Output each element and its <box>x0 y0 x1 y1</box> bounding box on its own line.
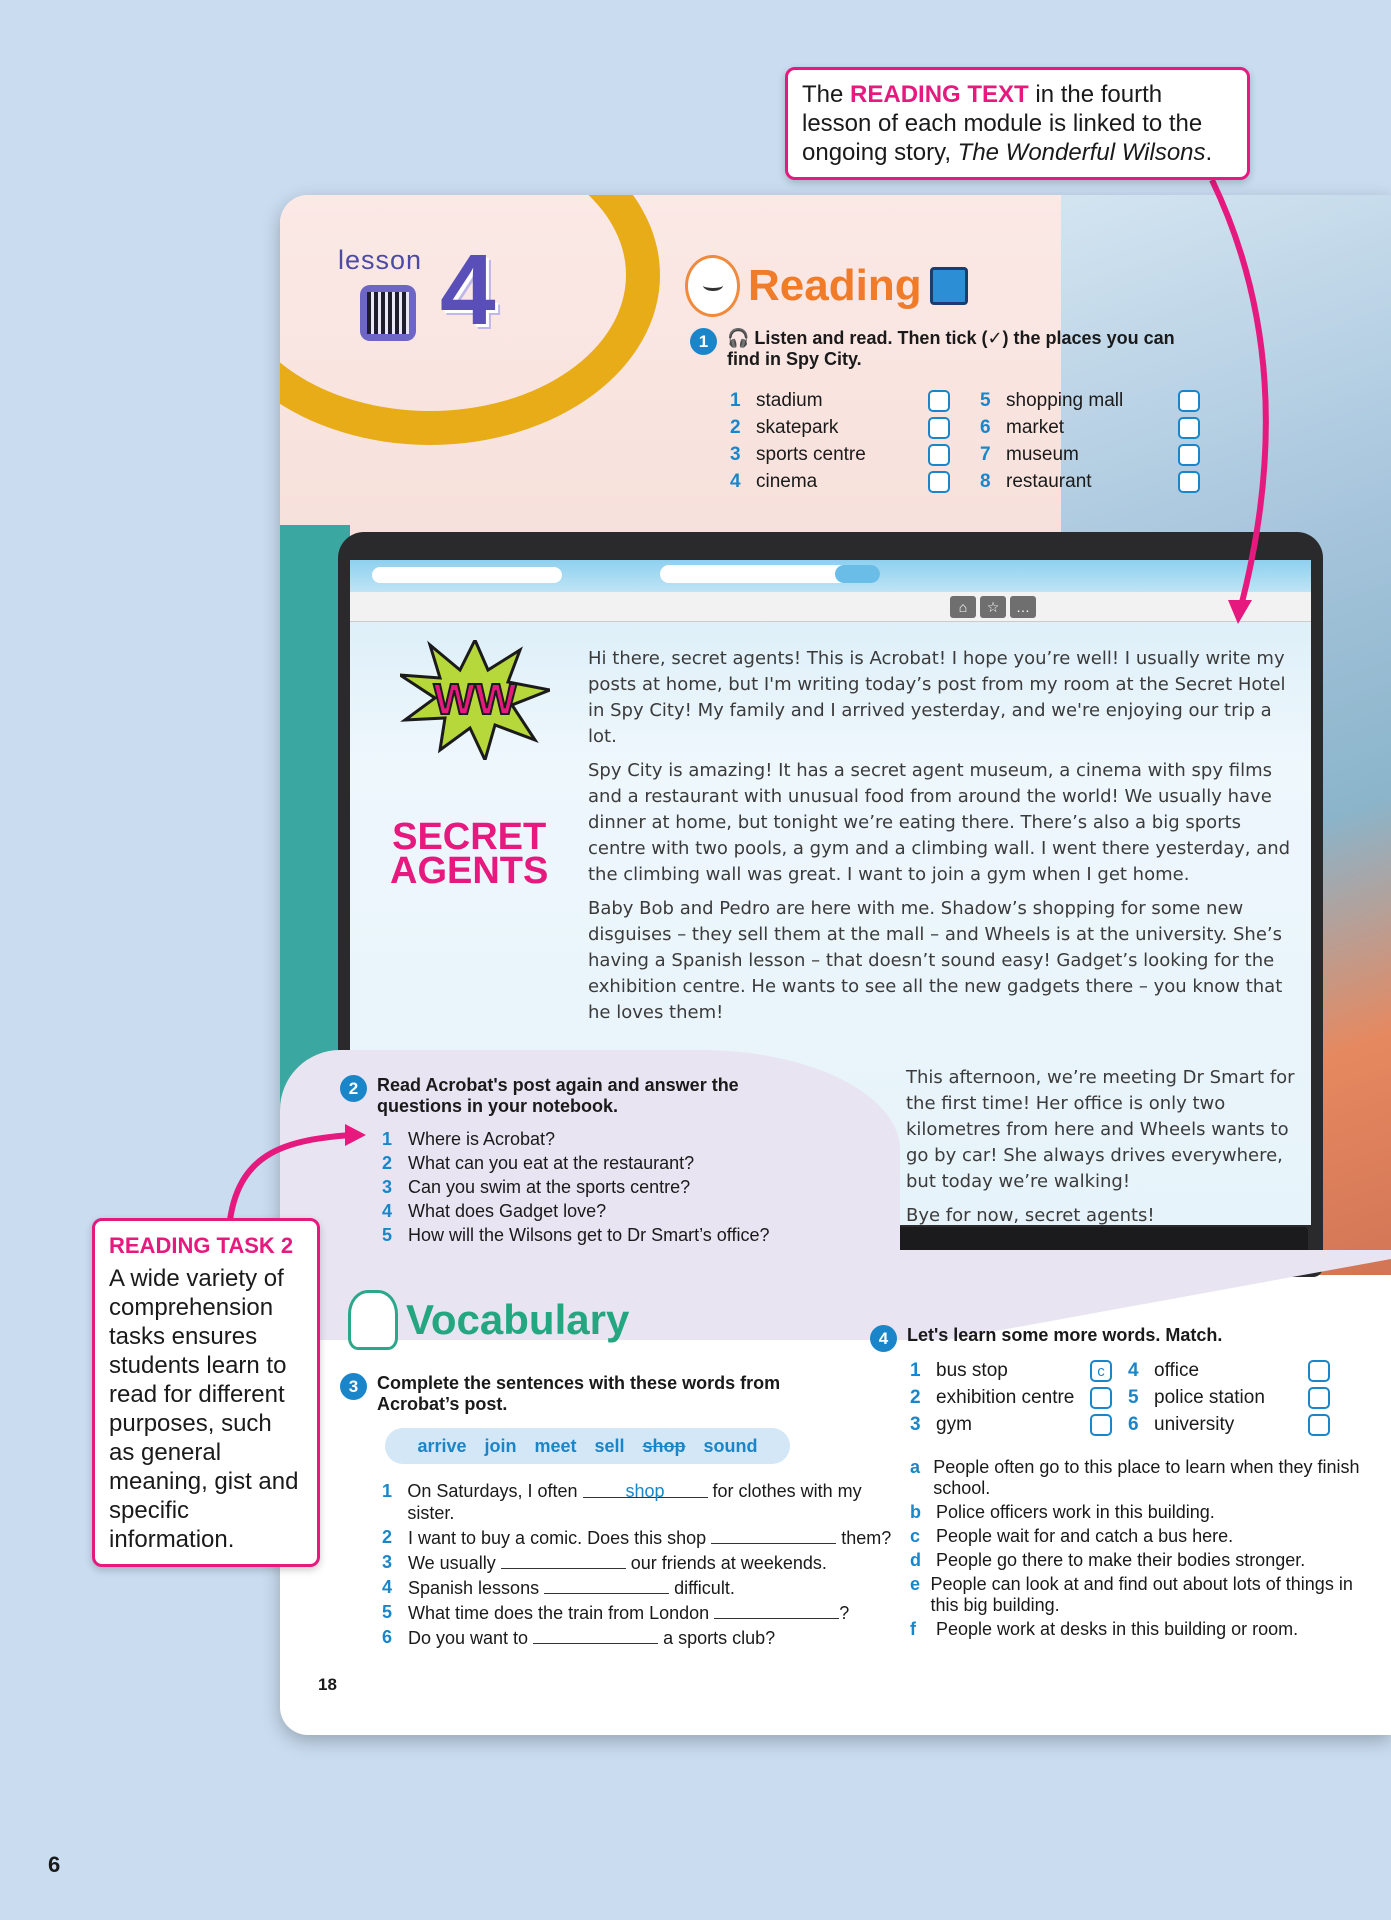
answer-blank[interactable] <box>714 1601 839 1619</box>
secret-agents-title: SECRET AGENTS <box>390 816 549 892</box>
questions-list <box>382 1127 769 1247</box>
answer-blank[interactable] <box>711 1526 836 1544</box>
list-item: 4 office <box>1128 1360 1330 1382</box>
search-button[interactable] <box>835 565 880 583</box>
list-item: 5 shopping mall <box>980 390 1200 412</box>
reading-header <box>685 255 968 317</box>
match-box[interactable] <box>1090 1387 1112 1409</box>
post-paragraph: Baby Bob and Pedro are here with me. Shadow’s shopping for some new disguises – they sell them at the mall – and Wheels is at the university. She’s having a Spanish lesson – that doesn’t sound easy! Gadget’s looking for the exhibition centre. He wants to see all the new gadgets there – you know that he loves them! <box>588 898 1283 1023</box>
chat-icon[interactable]: … <box>1010 596 1036 618</box>
list-item: 5 What time does the train from London ? <box>382 1602 850 1623</box>
mascot-icon <box>685 255 740 317</box>
task-3-instruction <box>340 1373 810 1415</box>
list-item: 6 university <box>1128 1414 1330 1436</box>
list-item: 5 How will the Wilsons get to Dr Smart’s office? <box>382 1225 770 1245</box>
definitions-list <box>910 1457 1370 1643</box>
list-item: a People often go to this place to learn when they finish school. <box>910 1457 1360 1498</box>
reading-title: Reading <box>748 261 922 310</box>
ww-logo-text: WW <box>433 675 517 724</box>
word-chip: join <box>484 1435 517 1456</box>
word-bank <box>385 1428 790 1464</box>
task-number-badge: 4 <box>870 1325 897 1352</box>
browser-toolbar <box>350 592 1311 622</box>
match-box[interactable] <box>1308 1360 1330 1382</box>
vocabulary-header <box>348 1290 629 1350</box>
profile-field[interactable] <box>372 567 562 583</box>
match-box[interactable] <box>1308 1414 1330 1436</box>
page-number: 6 <box>48 1852 61 1877</box>
task-text: 🎧 Listen and read. Then tick (✓) the places you can find in Spy City. <box>727 328 1175 369</box>
word-chip: sound <box>703 1435 758 1456</box>
reading-text-callout: The READING TEXT in the fourth lesson of each module is linked to the ongoing story, The Wonderful Wilsons. <box>785 67 1250 180</box>
list-item: d People go there to make their bodies stronger. <box>910 1550 1306 1570</box>
task-number-badge: 3 <box>340 1373 367 1400</box>
tick-box[interactable] <box>928 417 950 439</box>
word-chip-used: shop <box>642 1435 686 1456</box>
reading-task-2-callout <box>92 1218 320 1567</box>
list-item: f People work at desks in this building or room. <box>910 1619 1299 1639</box>
post-paragraph: Bye for now, secret agents! <box>906 1205 1155 1226</box>
ww-logo <box>400 640 550 760</box>
home-icon[interactable]: ⌂ <box>950 596 976 618</box>
list-item: c People wait for and catch a bus here. <box>910 1526 1234 1546</box>
task-number-badge: 2 <box>340 1075 367 1102</box>
sentences-list <box>382 1480 902 1651</box>
answer-blank[interactable] <box>544 1576 669 1594</box>
list-item: 8 restaurant <box>980 471 1200 493</box>
list-item: 3 We usually our friends at weekends. <box>382 1552 827 1573</box>
student-book-page <box>280 195 1391 1735</box>
pencil-mascot-icon <box>348 1290 398 1350</box>
list-item: e People can look at and find out about lots of things in this big building. <box>910 1574 1353 1615</box>
list-item: 6 market <box>980 417 1200 439</box>
tick-box[interactable] <box>928 444 950 466</box>
match-box[interactable]: c <box>1090 1360 1112 1382</box>
list-item: 6 Do you want to a sports club? <box>382 1627 776 1648</box>
task-text: Read Acrobat's post again and answer the questions in your notebook. <box>377 1075 739 1116</box>
post-paragraph: Hi there, secret agents! This is Acrobat! I hope you’re well! I usually write my posts at home, but I'm writing today’s post from my room at the Secret Hotel in Spy City! My family and I arrived yesterday, and we're enjoying our trip a lot. <box>588 648 1286 747</box>
task-4-instruction <box>870 1325 1350 1352</box>
list-item: 3 sports centre <box>730 444 950 466</box>
list-item: 3 Can you swim at the sports centre? <box>382 1177 691 1197</box>
callout-heading: READING TASK 2 <box>109 1233 294 1258</box>
tick-box[interactable] <box>1178 471 1200 493</box>
answer-blank[interactable] <box>533 1626 658 1644</box>
lesson-label: lesson <box>338 245 423 275</box>
video-clapper-icon[interactable] <box>930 267 968 305</box>
tick-box[interactable] <box>928 471 950 493</box>
blog-post <box>588 646 1298 1034</box>
qr-code-icon[interactable] <box>360 285 416 341</box>
answer-blank[interactable]: shop <box>583 1480 708 1498</box>
tick-box[interactable] <box>1178 444 1200 466</box>
list-item: 7 museum <box>980 444 1200 466</box>
list-item: 1 bus stop c <box>910 1360 1112 1382</box>
places-list <box>730 390 1200 493</box>
list-item: 3 gym <box>910 1414 1112 1436</box>
tick-box[interactable] <box>1178 390 1200 412</box>
list-item: b Police officers work in this building. <box>910 1502 1215 1522</box>
list-item: 1 stadium <box>730 390 950 412</box>
task-text: Let's learn some more words. Match. <box>907 1325 1223 1345</box>
list-item: 1 Where is Acrobat? <box>382 1129 556 1149</box>
answer-blank[interactable] <box>501 1551 626 1569</box>
word-chip: sell <box>594 1435 625 1456</box>
match-words-list <box>910 1360 1330 1436</box>
task-number-badge: 1 <box>690 328 717 355</box>
star-icon[interactable]: ☆ <box>980 596 1006 618</box>
list-item: 2 skatepark <box>730 417 950 439</box>
vocabulary-title: Vocabulary <box>406 1296 630 1343</box>
task-1-instruction <box>690 328 1210 370</box>
tick-box[interactable] <box>1178 417 1200 439</box>
task-text: Complete the sentences with these words from Acrobat’s post. <box>377 1373 781 1414</box>
word-chip: arrive <box>417 1435 467 1456</box>
student-page-number: 18 <box>318 1675 337 1694</box>
list-item: 4 What does Gadget love? <box>382 1201 607 1221</box>
list-item: 2 exhibition centre <box>910 1387 1112 1409</box>
list-item: 4 cinema <box>730 471 950 493</box>
match-box[interactable] <box>1090 1414 1112 1436</box>
callout-body: A wide variety of comprehension tasks ensures students learn to read for different purposes, such as general meaning, gist and specific information. <box>109 1265 299 1553</box>
post-paragraph: This afternoon, we’re meeting Dr Smart for the first time! Her office is only two kilometres from here and Wheels wants to go by car! She always drives everywhere, but today we’re walking! <box>906 1067 1295 1192</box>
word-chip: meet <box>534 1435 577 1456</box>
browser-bar <box>350 560 1311 592</box>
list-item: 4 Spanish lessons difficult. <box>382 1577 735 1598</box>
lesson-number: 4 <box>440 234 496 346</box>
blog-post-continued <box>906 1065 1296 1237</box>
task-2-instruction <box>340 1075 810 1117</box>
tick-box[interactable] <box>928 390 950 412</box>
post-paragraph: Spy City is amazing! It has a secret agent museum, a cinema with spy films and a restaurant with unusual food from around the world! We usually have dinner at home, but tonight we’re eating there. There’s also a big sports centre with two pools, a gym and a climbing wall. I went there yesterday, and the climbing wall was great. I want to join a gym when I get home. <box>588 760 1291 885</box>
list-item: 2 I want to buy a comic. Does this shop them? <box>382 1527 892 1548</box>
list-item: 5 police station <box>1128 1387 1330 1409</box>
match-box[interactable] <box>1308 1387 1330 1409</box>
list-item: 1 On Saturdays, I often shop for clothes with my sister. <box>382 1481 862 1523</box>
list-item: 2 What can you eat at the restaurant? <box>382 1153 695 1173</box>
